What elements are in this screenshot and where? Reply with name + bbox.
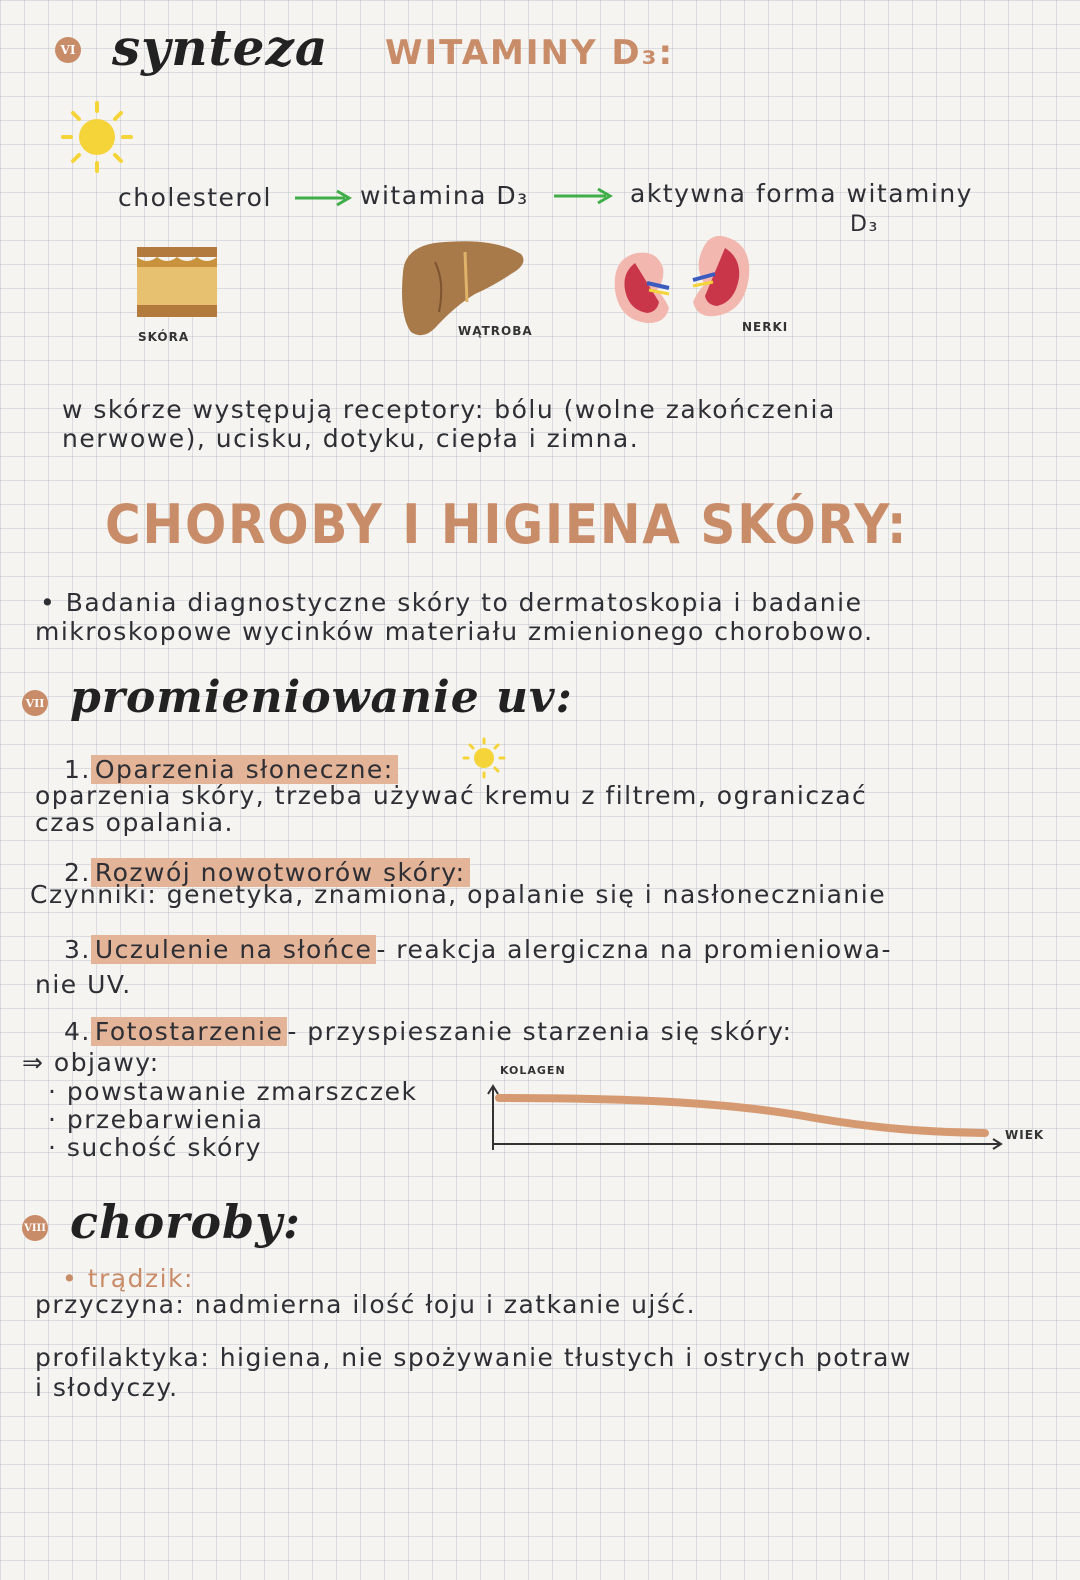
item-number: 1. <box>64 755 91 784</box>
acne-prevention-line1: profilaktyka: higiena, nie spożywanie tłustych i ostrych potraw <box>35 1343 912 1372</box>
section-title-script: synteza <box>112 18 329 77</box>
skin-layers-icon <box>135 245 219 320</box>
item-number: 3. <box>64 935 91 964</box>
item2-line1: Czynniki: genetyka, znamiona, opalanie się i nasłonecznianie <box>30 880 887 909</box>
collagen-graph <box>485 1078 1005 1153</box>
chain-step-active-form: aktywna forma witaminy <box>630 179 973 208</box>
graph-y-label: KOLAGEN <box>500 1064 566 1077</box>
section-title-script: promieniowanie uv: <box>70 672 573 723</box>
chain-step-cholesterol: cholesterol <box>118 183 272 212</box>
organ-label-liver: WĄTROBA <box>458 324 533 338</box>
arrow-right-icon <box>552 186 616 206</box>
symptom-item: · suchość skóry <box>48 1133 262 1162</box>
arrow-right-icon <box>293 188 355 208</box>
chain-step-active-sub: D₃ <box>850 212 879 237</box>
item-highlight: Uczulenie na słońce <box>91 935 376 964</box>
section-title-caps: WITAMINY D₃: <box>385 33 675 73</box>
item-highlight: Rozwój nowotworów skóry: <box>91 858 470 887</box>
kidneys-icon <box>607 228 757 338</box>
diagnostics-line1: • Badania diagnostyczne skóry to dermatoskopia i badanie <box>40 588 863 617</box>
sun-icon <box>55 95 145 185</box>
diagnostics-line2: mikroskopowe wycinków materiału zmienionego chorobowo. <box>35 617 874 646</box>
main-heading: CHOROBY I HIGIENA SKÓRY: <box>105 493 909 556</box>
item-text: - reakcja alergiczna na promieniowa- <box>376 935 892 964</box>
section-number-badge: VI <box>55 37 81 63</box>
receptors-text-line1: w skórze występują receptory: bólu (wolne zakończenia <box>62 395 836 424</box>
section-title-script: choroby: <box>70 1195 301 1249</box>
acne-prevention-line2: i słodyczy. <box>35 1373 179 1402</box>
section-number-badge: VII <box>22 690 48 716</box>
item-number: 4. <box>64 1017 91 1046</box>
symptom-item: · powstawanie zmarszczek <box>48 1077 418 1106</box>
section-number-badge: VIII <box>22 1215 48 1241</box>
item1-line2: czas opalania. <box>35 808 234 837</box>
item3-heading <box>64 935 892 964</box>
acne-cause: przyczyna: nadmierna ilość łoju i zatkanie ujść. <box>35 1290 697 1319</box>
item-highlight: Oparzenia słoneczne: <box>91 755 398 784</box>
item-text: - przyspieszanie starzenia się skóry: <box>287 1017 793 1046</box>
graph-x-label: WIEK <box>1005 1128 1045 1142</box>
chain-step-vitamin: witamina D₃ <box>360 181 529 210</box>
receptors-text-line2: nerwowe), ucisku, dotyku, ciepła i zimna. <box>62 424 640 453</box>
organ-label-skin: SKÓRA <box>138 330 190 344</box>
organ-label-kidneys: NERKI <box>742 320 789 334</box>
symptoms-label: ⇒ objawy: <box>22 1048 160 1077</box>
symptom-item: · przebarwienia <box>48 1105 264 1134</box>
item4-heading <box>64 1017 793 1046</box>
item-number: 2. <box>64 858 91 887</box>
item-highlight: Fotostarzenie <box>91 1017 287 1046</box>
item1-heading <box>64 755 398 784</box>
sun-icon <box>458 737 510 779</box>
item1-line1: oparzenia skóry, trzeba używać kremu z filtrem, ograniczać <box>35 781 868 810</box>
item3-line2: nie UV. <box>35 970 132 999</box>
acne-bullet-title: • trądzik: <box>62 1264 194 1293</box>
